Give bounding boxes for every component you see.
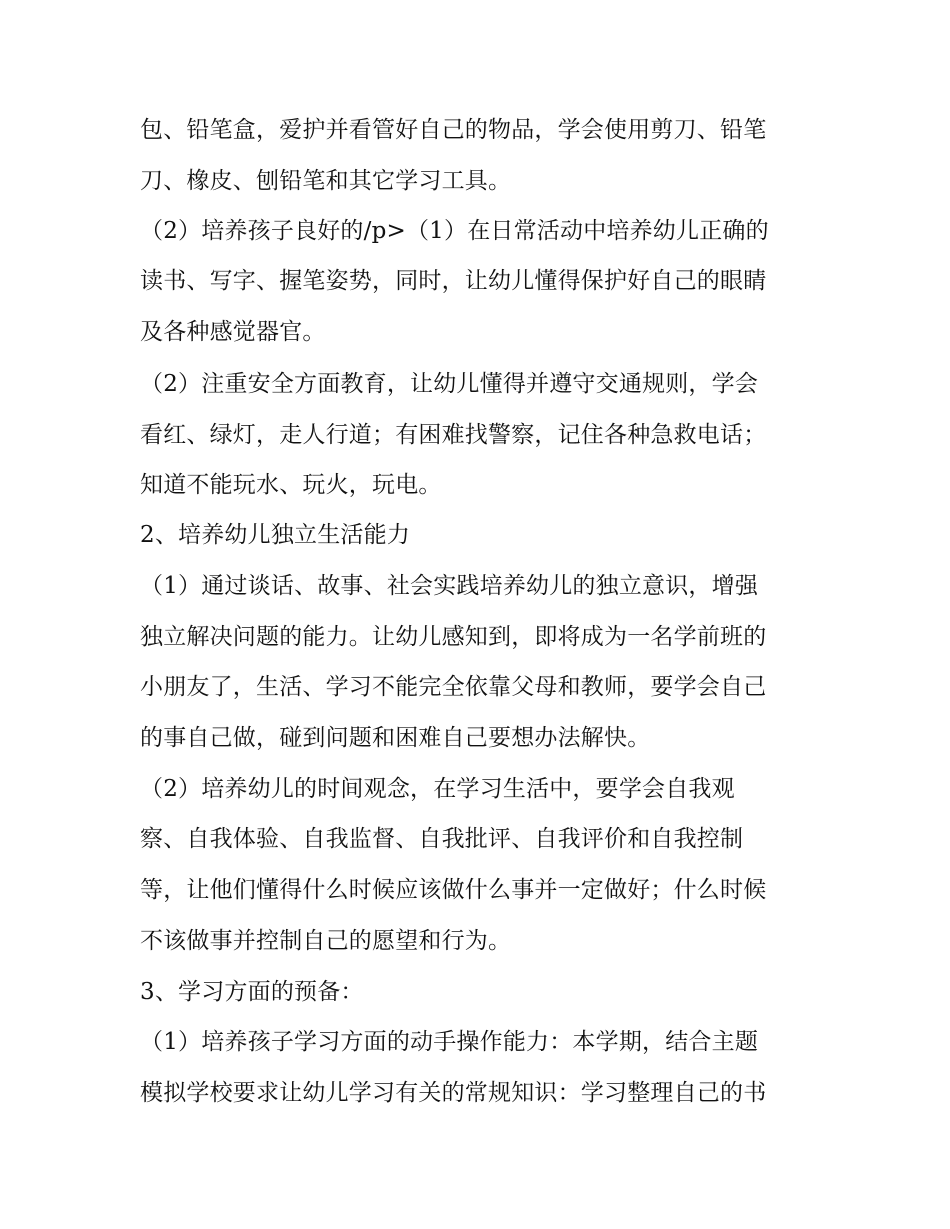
text-line-10: （1）通过谈话、故事、社会实践培养幼儿的独立意识，增强 bbox=[140, 573, 759, 599]
section-heading-2: 2、培养幼儿独立生活能力 bbox=[140, 522, 411, 548]
text-line-5: 及各种感觉器官。 bbox=[140, 319, 326, 345]
section-heading-3: 3、学习方面的预备： bbox=[140, 979, 364, 1005]
text-line-4: 读书、写字、握笔姿势，同时，让幼儿懂得保护好自己的眼睛 bbox=[140, 268, 767, 294]
text-line-6: （2）注重安全方面教育，让幼儿懂得并遵守交通规则，学会 bbox=[140, 371, 759, 397]
text-line-8: 知道不能玩水、玩火，玩电。 bbox=[140, 472, 442, 498]
text-line-15: 察、自我体验、自我监督、自我批评、自我评价和自我控制 bbox=[140, 826, 744, 852]
text-line-20: 模拟学校要求让幼儿学习有关的常规知识：学习整理自己的书 bbox=[140, 1080, 767, 1106]
text-line-17: 不该做事并控制自己的愿望和行为。 bbox=[140, 928, 512, 954]
text-line-14: （2）培养幼儿的时间观念，在学习生活中，要学会自我观 bbox=[140, 776, 735, 802]
text-line-13: 的事自己做，碰到问题和困难自己要想办法解快。 bbox=[140, 725, 651, 751]
text-line-7: 看红、绿灯，走人行道；有困难找警察，记住各种急救电话； bbox=[140, 422, 767, 448]
text-line-1: 包、铅笔盒，爱护并看管好自己的物品，学会使用剪刀、铅笔 bbox=[140, 117, 767, 143]
text-line-19: （1）培养孩子学习方面的动手操作能力：本学期，结合主题 bbox=[140, 1029, 759, 1055]
text-line-16: 等，让他们懂得什么时候应该做什么事并一定做好；什么时候 bbox=[140, 877, 767, 903]
text-line-12: 小朋友了，生活、学习不能完全依靠父母和教师，要学会自己 bbox=[140, 674, 767, 700]
text-line-2: 刀、橡皮、刨铅笔和其它学习工具。 bbox=[140, 168, 512, 194]
text-line-11: 独立解决问题的能力。让幼儿感知到，即将成为一名学前班的 bbox=[140, 624, 767, 650]
text-line-3: （2）培养孩子良好的/p>（1）在日常活动中培养幼儿正确的 bbox=[140, 218, 769, 244]
